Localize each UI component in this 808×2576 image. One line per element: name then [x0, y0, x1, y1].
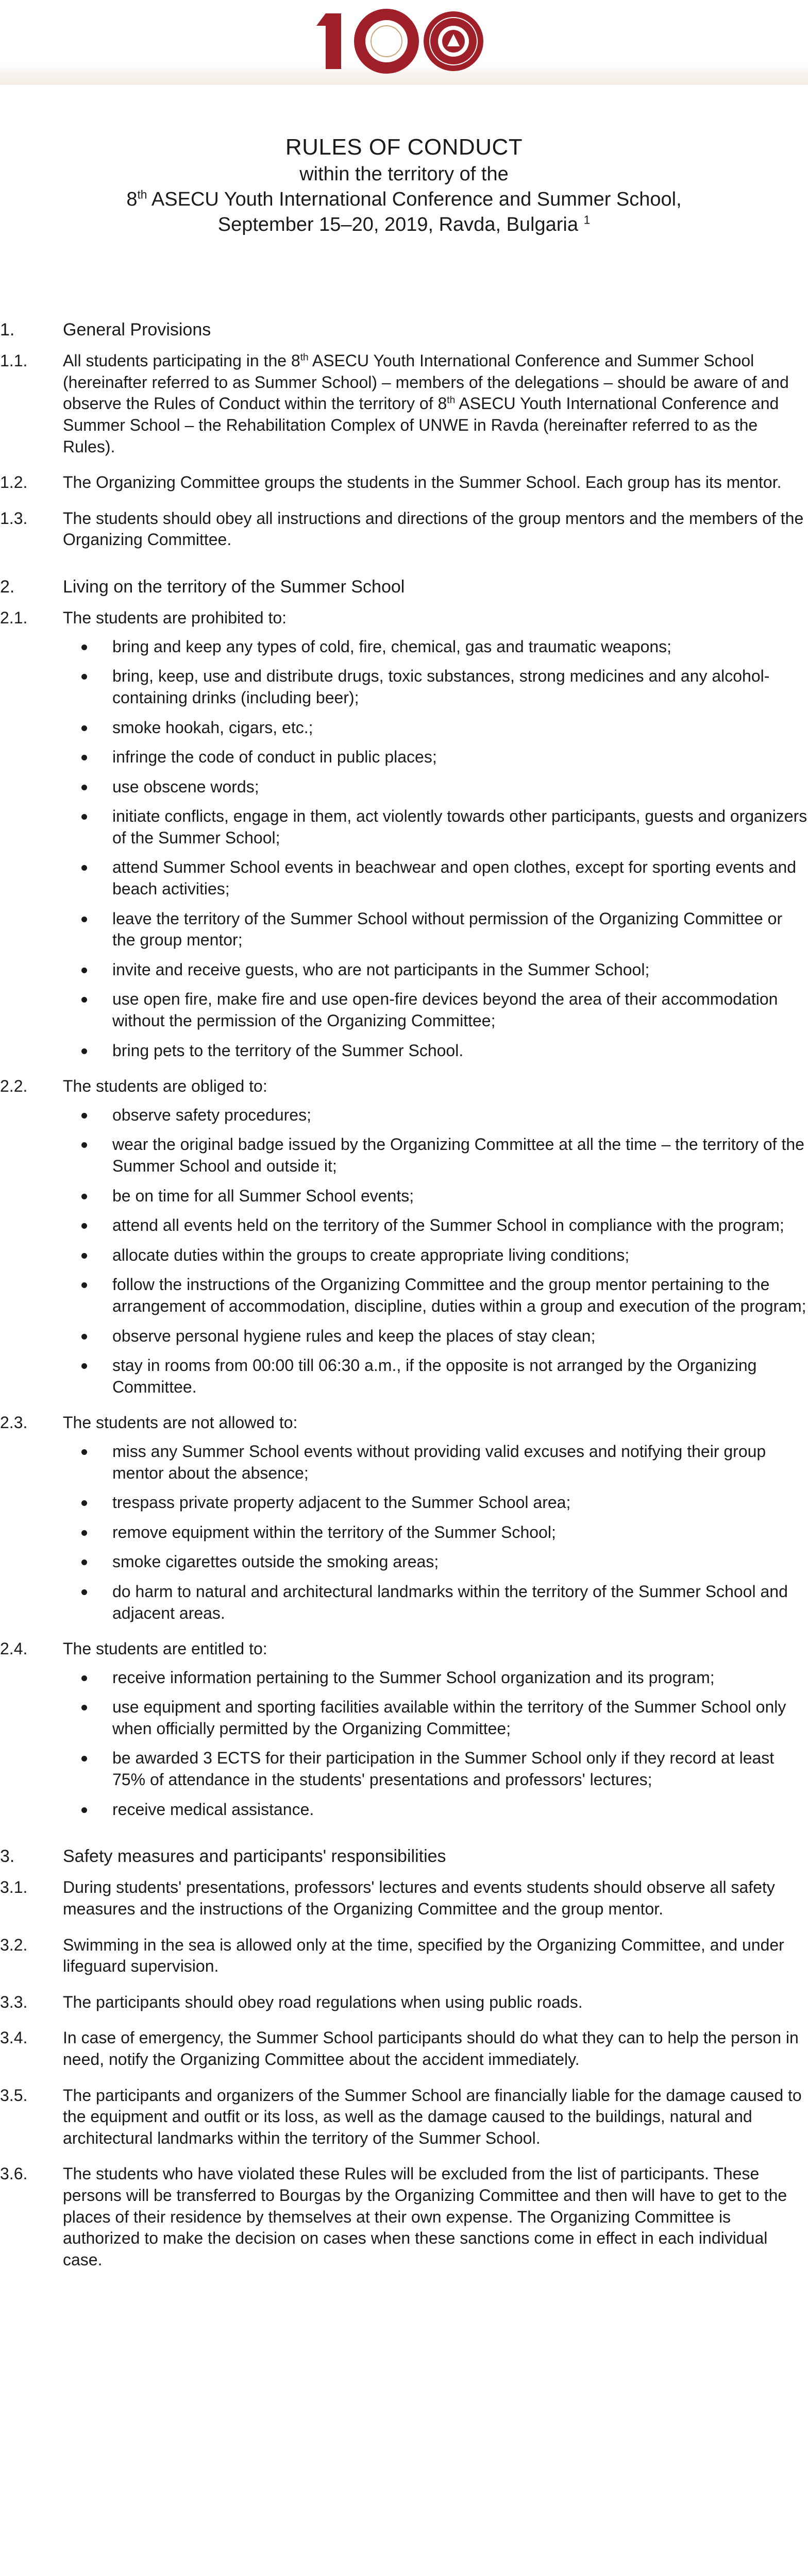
section-title: Living on the territory of the Summer School: [63, 577, 405, 597]
rule-bullet: use obscene words;: [63, 776, 808, 798]
rule-number: 3.1.: [0, 1878, 28, 1897]
rule-item: [0, 508, 808, 551]
anniversary-logo: [304, 3, 510, 75]
rule-item: [0, 1992, 808, 2013]
rule-text: In case of emergency, the Summer School participants should do what they can to help the person in need, notify the Organizing Committee about the accident immediately.: [63, 2028, 799, 2069]
rule-bullet: bring, keep, use and distribute drugs, toxic substances, strong medicines and any alcohol-containing drinks (including beer);: [63, 666, 808, 708]
rule-number: 2.3.: [0, 1413, 28, 1432]
rule-bullet: observe safety procedures;: [63, 1105, 808, 1126]
rule-item: [0, 1076, 808, 1398]
rule-item: [0, 1935, 808, 1977]
rule-bullet: trespass private property adjacent to the Summer School area;: [63, 1492, 808, 1514]
rule-item: [0, 2163, 808, 2270]
section-number: 3.: [0, 1846, 15, 1867]
rule-number: 2.4.: [0, 1639, 28, 1658]
rule-number: 2.1.: [0, 608, 28, 628]
rule-text: Swimming in the sea is allowed only at the time, specified by the Organizing Committee, and under lifeguard supervision.: [63, 1935, 784, 1976]
rule-text: The Organizing Committee groups the students in the Summer School. Each group has its mentor.: [63, 473, 782, 492]
rule-bullet-list: [63, 636, 808, 1062]
rule-item: [0, 350, 808, 457]
rule-number: 2.2.: [0, 1077, 28, 1096]
rules-content: [0, 294, 808, 2285]
rule-text: The students who have violated these Rules will be excluded from the list of participants. These persons will be transferred to Bourgas by the Organizing Committee and then will have to get to the places of their residence by themselves at their own expense. The Organizing Committee is authorized to make the decision on cases when these sanctions come in effect in each individual case.: [63, 2164, 787, 2269]
rule-text: The students are obliged to:: [63, 1077, 267, 1096]
rule-bullet: invite and receive guests, who are not participants in the Summer School;: [63, 959, 808, 981]
rule-item: [0, 1638, 808, 1820]
section-heading: [0, 318, 808, 341]
rule-text: The students are entitled to:: [63, 1639, 267, 1658]
rule-bullet: receive medical assistance.: [63, 1799, 808, 1821]
rule-bullet: do harm to natural and architectural landmarks within the territory of the Summer School and adjacent areas.: [63, 1581, 808, 1624]
title-line-3: 8th ASECU Youth International Conference and Summer School,: [126, 188, 682, 210]
rule-bullet: allocate duties within the groups to create appropriate living conditions;: [63, 1245, 808, 1266]
section-number: 1.: [0, 320, 15, 340]
rule-number: 1.2.: [0, 473, 28, 492]
rule-item: [0, 472, 808, 494]
rule-bullet: observe personal hygiene rules and keep the places of stay clean;: [63, 1326, 808, 1347]
rule-bullet: attend Summer School events in beachwear and open clothes, except for sporting events and beach activities;: [63, 857, 808, 900]
rule-number: 3.4.: [0, 2028, 28, 2047]
rule-item: [0, 607, 808, 1061]
rule-text: During students' presentations, professors' lectures and events students should observe all safety measures and the instructions of the Organizing Committee and the group mentor.: [63, 1878, 775, 1919]
rule-text: All students participating in the 8th ASECU Youth International Conference and Summer School (hereinafter referred to as Summer School) – members of the delegations – should be aware of and observe the Rules of Conduct within the territory of 8th ASECU Youth International Conference and Summer School – the Rehabilitation Complex of UNWE in Ravda (hereinafter referred to as the Rules).: [63, 351, 789, 456]
logo-100-icon: [304, 3, 510, 75]
rule-bullet: follow the instructions of the Organizing Committee and the group mentor pertaining to the arrangement of accommodation, discipline, duties within a group and execution of the program;: [63, 1274, 808, 1317]
rule-text: The participants and organizers of the Summer School are financially liable for the damage caused to the equipment and outfit or its loss, as well as the damage caused to the buildings, natural and architectural landmarks within the territory of the Summer School.: [63, 2086, 802, 2147]
rule-bullet: bring pets to the territory of the Summer School.: [63, 1040, 808, 1062]
footnote-ref: 1: [583, 212, 591, 226]
rule-item: [0, 1877, 808, 1920]
section-heading: [0, 1845, 808, 1868]
rule-bullet: use equipment and sporting facilities available within the territory of the Summer School only when officially permitted by the Organizing Committee;: [63, 1697, 808, 1739]
rule-bullet-list: [63, 1667, 808, 1821]
section-number: 2.: [0, 577, 15, 597]
title-line-4: September 15–20, 2019, Ravda, Bulgaria $^1$: [217, 212, 591, 235]
rule-bullet-list: [63, 1441, 808, 1624]
rule-bullet: use open fire, make fire and use open-fire devices beyond the area of their accommodation without the permission of the Organizing Committee;: [63, 989, 808, 1031]
rule-bullet-list: [63, 1105, 808, 1398]
rule-bullet: leave the territory of the Summer School without permission of the Organizing Committee or the group mentor;: [63, 908, 808, 951]
rule-bullet: receive information pertaining to the Summer School organization and its program;: [63, 1667, 808, 1689]
document-title: [0, 133, 808, 237]
rule-number: 3.3.: [0, 1992, 28, 2011]
title-line-1: RULES OF CONDUCT: [285, 134, 523, 160]
rule-text: The students are prohibited to:: [63, 608, 287, 628]
rule-text: The students should obey all instructions and directions of the group mentors and the members of the Organizing Committee.: [63, 509, 804, 549]
rule-bullet: infringe the code of conduct in public places;: [63, 747, 808, 768]
section-title: General Provisions: [63, 320, 211, 340]
section-heading: [0, 575, 808, 598]
rule-bullet: bring and keep any types of cold, fire, chemical, gas and traumatic weapons;: [63, 636, 808, 658]
rule-bullet: be on time for all Summer School events;: [63, 1185, 808, 1207]
page-header: [0, 0, 808, 85]
rule-text: The students are not allowed to:: [63, 1413, 298, 1432]
rule-item: [0, 2085, 808, 2149]
rule-bullet: attend all events held on the territory of the Summer School in compliance with the program;: [63, 1215, 808, 1236]
rule-bullet: smoke cigarettes outside the smoking areas;: [63, 1551, 808, 1573]
rule-bullet: miss any Summer School events without providing valid excuses and notifying their group mentor about the absence;: [63, 1441, 808, 1484]
rule-number: 3.5.: [0, 2086, 28, 2105]
rule-bullet: wear the original badge issued by the Organizing Committee at all the time – the territory of the Summer School and outside it;: [63, 1134, 808, 1177]
rule-bullet: remove equipment within the territory of the Summer School;: [63, 1522, 808, 1544]
rule-number: 3.2.: [0, 1935, 28, 1954]
rule-number: 3.6.: [0, 2164, 28, 2183]
title-line-2: within the territory of the: [299, 163, 509, 185]
rule-bullet: initiate conflicts, engage in them, act violently towards other participants, guests and organizers of the Summer School;: [63, 806, 808, 849]
rule-number: 1.1.: [0, 351, 28, 370]
rule-bullet: smoke hookah, cigars, etc.;: [63, 717, 808, 739]
rule-bullet: stay in rooms from 00:00 till 06:30 a.m., if the opposite is not arranged by the Organizing Committee.: [63, 1355, 808, 1398]
section-title: Safety measures and participants' responsibilities: [63, 1846, 446, 1867]
rule-item: [0, 2027, 808, 2070]
rule-bullet: be awarded 3 ECTS for their participation in the Summer School only if they record at least 75% of attendance in the students' presentations and professors' lectures;: [63, 1748, 808, 1790]
rule-text: The participants should obey road regulations when using public roads.: [63, 1992, 583, 2011]
rule-number: 1.3.: [0, 509, 28, 528]
rule-item: [0, 1412, 808, 1624]
